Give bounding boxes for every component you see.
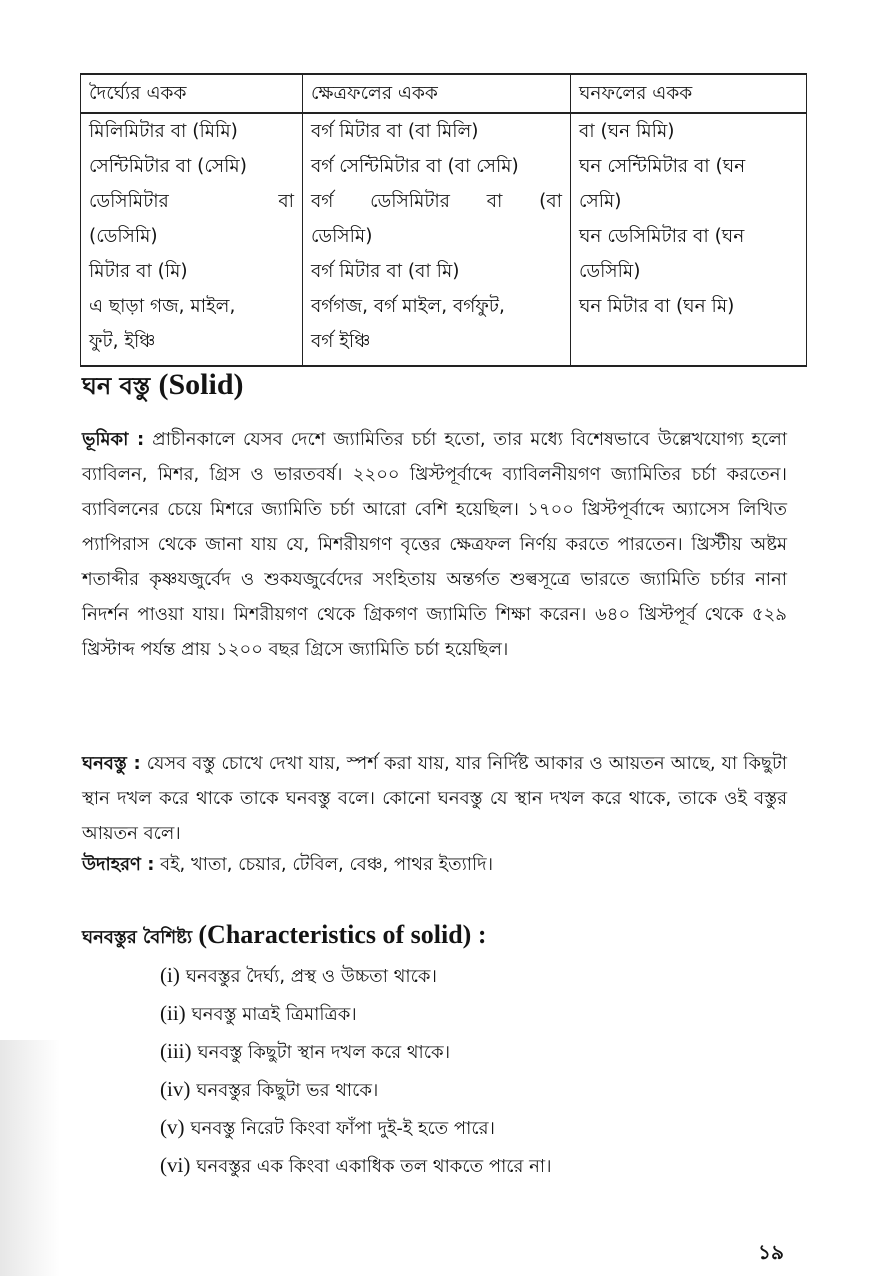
list-item: [160, 1109, 552, 1147]
page-edge-shadow: [0, 1040, 60, 1276]
list-item: [160, 1071, 552, 1109]
header-volume-units: ঘনফলের একক: [571, 74, 807, 113]
units-table-header-row: [81, 74, 807, 113]
units-table-body-row: [81, 113, 807, 366]
length-unit-line: (ডেসিমি): [89, 226, 158, 247]
list-item-text: ঘনবস্তু কিছুটা স্থান দখল করে থাকে।: [197, 1042, 451, 1063]
header-area-units: ক্ষেত্রফলের একক: [303, 74, 571, 113]
list-item: [160, 995, 552, 1033]
list-item-text: ঘনবস্তুর দৈর্ঘ্য, প্রস্থ ও উচ্চতা থাকে।: [185, 966, 437, 987]
area-unit-line: ডেসিমি): [311, 226, 373, 247]
list-item-number: (iv): [160, 1077, 191, 1101]
list-item-number: (ii): [160, 1001, 186, 1025]
length-units-cell: [81, 113, 303, 366]
volume-unit-line: বা (ঘন মিমি): [579, 121, 675, 142]
intro-label: ভূমিকা :: [82, 429, 145, 450]
list-item-text: ঘনবস্তুর এক কিংবা একাধিক তল থাকতে পারে না।: [196, 1156, 552, 1177]
definition-text: যেসব বস্তু চোখে দেখা যায়, স্পর্শ করা যায়, যার নির্দিষ্ট আকার ও আয়তন আছে, যা কিছুটা স্থান দখল করে থাকে তাকে ঘনবস্তু বলে। কোনো ঘনবস্তু যে স্থান দখল করে থাকে, তাকে ওই বস্তুর আয়তন বলে।: [82, 753, 787, 844]
characteristics-heading-bn: ঘনবস্তুর বৈশিষ্ট্য: [82, 927, 193, 948]
volume-unit-line: ঘন মিটার বা (ঘন মি): [579, 296, 735, 317]
list-item-number: (vi): [160, 1153, 191, 1177]
list-item-number: (i): [160, 963, 180, 987]
list-item: [160, 1033, 552, 1071]
length-unit-line: সেন্টিমিটার বা (সেমি): [89, 156, 247, 177]
area-unit-line: বর্গ মিটার বা (বা মিলি): [311, 121, 479, 142]
volume-unit-line: ডেসিমি): [579, 261, 641, 282]
examples-paragraph: [82, 847, 787, 882]
list-item-text: ঘনবস্তু মাত্রই ত্রিমাত্রিক।: [191, 1004, 357, 1025]
length-unit-line: ফুট, ইঞ্চি: [89, 331, 156, 352]
list-item: [160, 1147, 552, 1185]
area-unit-line: বর্গগজ, বর্গ মাইল, বর্গফুট,: [311, 296, 505, 317]
list-item-text: ঘনবস্তু নিরেট কিংবা ফাঁপা দুই-ই হতে পারে।: [190, 1118, 495, 1139]
characteristics-heading-en: (Characteristics of solid) :: [198, 920, 487, 949]
solid-heading: [82, 368, 244, 408]
units-table: [80, 73, 807, 367]
volume-unit-line: ঘন ডেসিমিটার বা (ঘন: [579, 226, 745, 247]
list-item-number: (iii): [160, 1039, 192, 1063]
characteristics-heading: [82, 920, 487, 954]
volume-units-cell: [571, 113, 807, 366]
header-length-units: দৈর্ঘ্যের একক: [81, 74, 303, 113]
examples-label: উদাহরণ :: [82, 854, 155, 875]
list-item: [160, 957, 552, 995]
list-item-number: (v): [160, 1115, 185, 1139]
length-unit-line: মিটার বা (মি): [89, 261, 188, 282]
volume-unit-line: ঘন সেন্টিমিটার বা (ঘন: [579, 156, 746, 177]
page-number: ১৯: [758, 1240, 784, 1264]
length-unit-line: এ ছাড়া গজ, মাইল,: [89, 296, 236, 317]
intro-paragraph: [82, 422, 787, 667]
volume-unit-line: সেমি): [579, 191, 622, 212]
area-units-cell: [303, 113, 571, 366]
solid-heading-en: (Solid): [158, 368, 244, 401]
intro-text: প্রাচীনকালে যেসব দেশে জ্যামিতির চর্চা হতো, তার মধ্যে বিশেষভাবে উল্লেখযোগ্য হলো ব্যাবিলন, মিশর, গ্রিস ও ভারতবর্ষ। ২২০০ খ্রিস্টপূর্বাব্দে ব্যাবিলনীয়গণ জ্যামিতির চর্চা করতেন। ব্যাবিলনের চেয়ে মিশরে জ্যামিতি চর্চা আরো বেশি হয়েছিল। ১৭০০ খ্রিস্টপূর্বাব্দে অ্যাসেস লিখিত প্যাপিরাস থেকে জানা যায় যে, মিশরীয়গণ বৃত্তের ক্ষেত্রফল নির্ণয় করতে পারতেন। খ্রিস্টীয় অষ্টম শতাব্দীর কৃষ্ণযজুর্বেদ ও শুকযজুর্বেদের সংহিতায় অন্তর্গত শুল্বসূত্রে ভারতে জ্যামিতি চর্চার নানা নিদর্শন পাওয়া যায়। মিশরীয়গণ থেকে গ্রিকগণ জ্যামিতি শিক্ষা করেন। ৬৪০ খ্রিস্টপূর্ব থেকে ৫২৯ খ্রিস্টাব্দ পর্যন্ত প্রায় ১২০০ বছর গ্রিসে জ্যামিতি চর্চা হয়েছিল।: [82, 429, 787, 660]
area-unit-line: বর্গ সেন্টিমিটার বা (বা সেমি): [311, 156, 519, 177]
area-unit-line: বর্গ ইঞ্চি: [311, 331, 371, 352]
examples-text: বই, খাতা, চেয়ার, টেবিল, বেঞ্চ, পাথর ইত্যাদি।: [160, 854, 494, 875]
list-item-text: ঘনবস্তুর কিছুটা ভর থাকে।: [196, 1080, 379, 1101]
length-unit-line: ডেসিমিটার বা: [89, 191, 294, 212]
length-unit-line: মিলিমিটার বা (মিমি): [89, 121, 238, 142]
area-unit-line: বর্গ ডেসিমিটার বা (বা: [311, 191, 562, 212]
definition-label: ঘনবস্তু :: [82, 753, 141, 774]
characteristics-list: [160, 957, 552, 1185]
definition-paragraph: [82, 746, 787, 851]
solid-heading-bn: ঘন বস্তু: [82, 371, 151, 400]
area-unit-line: বর্গ মিটার বা (বা মি): [311, 261, 460, 282]
